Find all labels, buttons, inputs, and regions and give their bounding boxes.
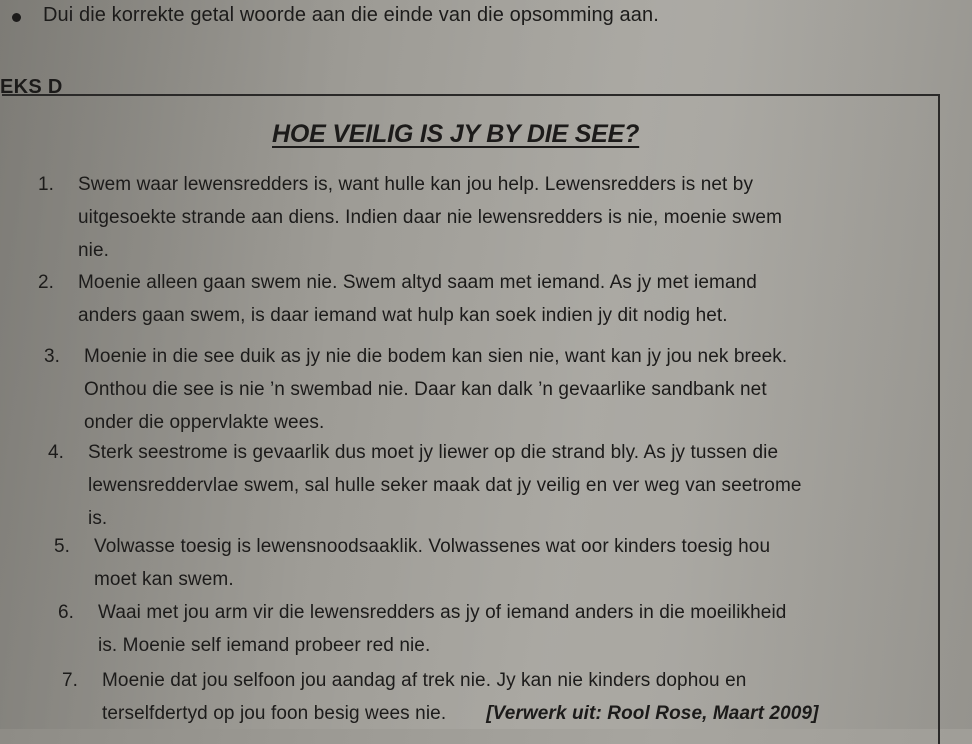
list-item — [62, 664, 819, 730]
item-number: 3. — [44, 346, 61, 367]
item-number: 6. — [58, 602, 75, 623]
item-line: Swem waar lewensredders is, want hulle kan jou help. Lewensredders is net by — [78, 174, 754, 195]
item-line: Onthou die see is nie ’n swembad nie. Daar kan dalk ’n gevaarlike sandbank net — [84, 379, 767, 400]
item-line: Waai met jou arm vir die lewensredders as jy of iemand anders in die moeilikheid — [98, 602, 787, 623]
bullet-icon — [12, 13, 21, 22]
source-citation: [Verwerk uit: Rool Rose, Maart 2009] — [486, 703, 819, 724]
list-item — [38, 168, 783, 267]
item-line: anders gaan swem, is daar iemand wat hulp kan soek indien jy dit nodig het. — [78, 305, 728, 326]
passage-title: HOE VEILIG IS JY BY DIE SEE? — [272, 120, 640, 148]
item-line: onder die oppervlakte wees. — [84, 412, 325, 433]
item-line: Moenie alleen gaan swem nie. Swem altyd saam met iemand. As jy met iemand — [78, 272, 757, 293]
item-number: 1. — [38, 174, 55, 195]
item-line: Moenie in die see duik as jy nie die bodem kan sien nie, want kan jy jou nek breek. — [84, 346, 788, 367]
item-line: is. Moenie self iemand probeer red nie. — [98, 635, 431, 656]
item-line: moet kan swem. — [94, 569, 234, 590]
item-line — [102, 697, 819, 730]
list-item — [38, 266, 757, 332]
item-number: 7. — [62, 670, 79, 691]
item-line-text: terselfdertyd op jou foon besig wees nie. — [102, 703, 447, 724]
list-item — [54, 530, 771, 596]
item-number: 2. — [38, 272, 55, 293]
list-item — [48, 436, 802, 535]
item-line: uitgesoekte strande aan diens. Indien daar nie lewensredders is nie, moenie swem — [78, 207, 783, 228]
item-number: 5. — [54, 536, 71, 557]
item-number: 4. — [48, 442, 65, 463]
item-line: Moenie dat jou selfoon jou aandag af trek nie. Jy kan nie kinders dophou en — [102, 670, 747, 691]
instruction-bullet — [12, 4, 659, 27]
item-line: is. — [88, 508, 108, 529]
section-label: EKS D — [0, 76, 63, 98]
item-line: nie. — [78, 240, 110, 261]
item-line: Sterk seestrome is gevaarlik dus moet jy liewer op die strand bly. As jy tussen die — [88, 442, 779, 463]
list-item — [58, 596, 787, 662]
item-line: lewensreddervlae swem, sal hulle seker maak dat jy veilig en ver weg van seetrome — [88, 475, 802, 496]
list-item — [44, 340, 788, 439]
instruction-text: Dui die korrekte getal woorde aan die einde van die opsomming aan. — [43, 4, 659, 26]
item-line: Volwasse toesig is lewensnoodsaaklik. Volwassenes wat oor kinders toesig hou — [94, 536, 771, 557]
